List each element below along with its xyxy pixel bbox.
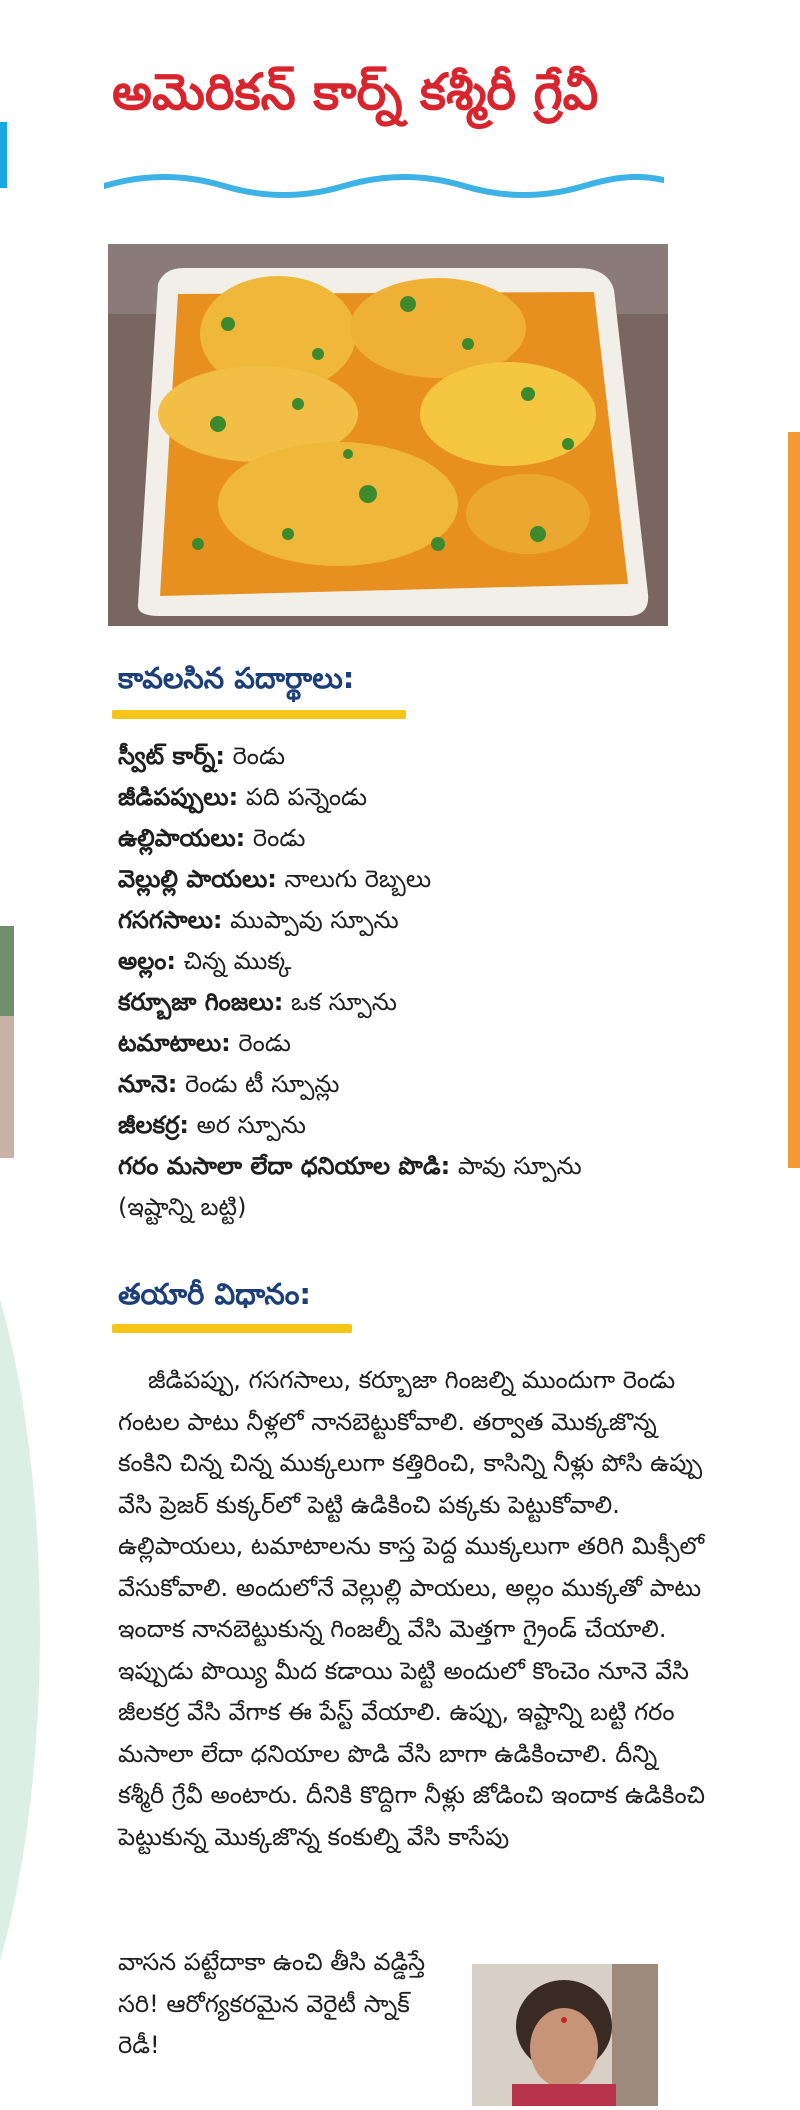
adjacent-photo-fragment (0, 926, 14, 1158)
method-heading-underline (112, 1324, 352, 1333)
ingredient-item: గసగసాలు: ముప్పావు స్పూను (118, 906, 399, 934)
decorative-wave (104, 168, 664, 208)
ingredient-item: టమాటాలు: రెండు (118, 1029, 291, 1057)
author-photo (472, 1964, 658, 2106)
ingredient-item: జీలకర్ర: అర స్పూను (118, 1111, 306, 1139)
recipe-title: అమెరికన్ కార్న్ కశ్మీరీ గ్రేవీ (112, 63, 599, 121)
ingredient-item: అల్లం: చిన్న ముక్క (118, 947, 292, 975)
ingredient-item: గరం మసాలా లేదా ధనియాల పొడి: పావు స్పూను (118, 1152, 582, 1180)
ingredient-item: ఉల్లిపాయలు: రెండు (118, 824, 306, 852)
ingredients-heading-underline (112, 710, 406, 719)
dish-photo (108, 244, 668, 626)
ingredient-item: కర్బూజా గింజలు: ఒక స్పూను (118, 988, 397, 1016)
side-accent-orange (788, 432, 800, 1168)
decorative-arc (0, 1150, 40, 2110)
ingredient-item: నూనె: రెండు టీ స్పూన్లు (118, 1070, 340, 1098)
ingredients-heading: కావలసిన పదార్థాలు: (118, 661, 355, 695)
method-text: జీడిపప్పు, గసగసాలు, కర్బూజా గింజల్ని ముందుగా రెండు గంటల పాటు నీళ్లలో నానబెట్టుకోవాలి. తర్వాత మొక్కజొన్న కంకిని చిన్న చిన్న ముక్కలుగా కత్తిరించి, కాసిన్ని నీళ్లు పోసి ఉప్పు వేసి ప్రెజర్ కుక్కర్‌లో పెట్టి ఉడికించి పక్కకు పెట్టుకోవాలి. ఉల్లిపాయలు, టమాటాలను కాస్త పెద్ద ముక్కలుగా తరిగి మిక్సీలో వేసుకోవాలి. అందులోనే వెల్లుల్లి పాయలు, అల్లం ముక్కతో పాటు ఇందాక నానబెట్టుకున్న గింజల్నీ వేసి మెత్తగా గ్రైండ్ చేయాలి. ఇప్పుడు పొయ్యి మీద కడాయి పెట్టి అందులో కొంచెం నూనె వేసి జీలకర్ర వేసి వేగాక ఈ పేస్ట్ వేయాలి. ఉప్పు, ఇష్టాన్ని బట్టి గరం మసాలా లేదా ధనియాల పొడి వేసి బాగా ఉడికించాలి. దీన్ని కశ్మీరీ గ్రేవీ అంటారు. దీనికి కొద్దిగా నీళ్లు జోడించి ఇందాక ఉడికించి పెట్టుకున్న మొక్కజొన్న కంకుల్ని వేసి కాసేపు (118, 1366, 706, 1851)
method-paragraph-end: వాసన పట్టేదాకా ఉంచి తీసి వడ్డిస్తే సరి! ఆరోగ్యకరమైన వెరైటీ స్నాక్ రెడీ! (118, 1948, 426, 2059)
method-paragraph (118, 1360, 708, 1858)
ingredient-item: జీడిపప్పులు: పది పన్నెండు (118, 783, 368, 811)
ingredients-list (118, 736, 678, 1228)
side-accent-blue (0, 122, 7, 188)
ingredient-item: వెల్లుల్లి పాయలు: నాలుగు రెబ్బలు (118, 865, 432, 893)
ingredient-item: స్వీట్ కార్న్: రెండు (118, 742, 286, 770)
method-heading: తయారీ విధానం: (118, 1277, 311, 1311)
ingredient-note: (ఇష్టాన్ని బట్టి) (118, 1193, 247, 1221)
